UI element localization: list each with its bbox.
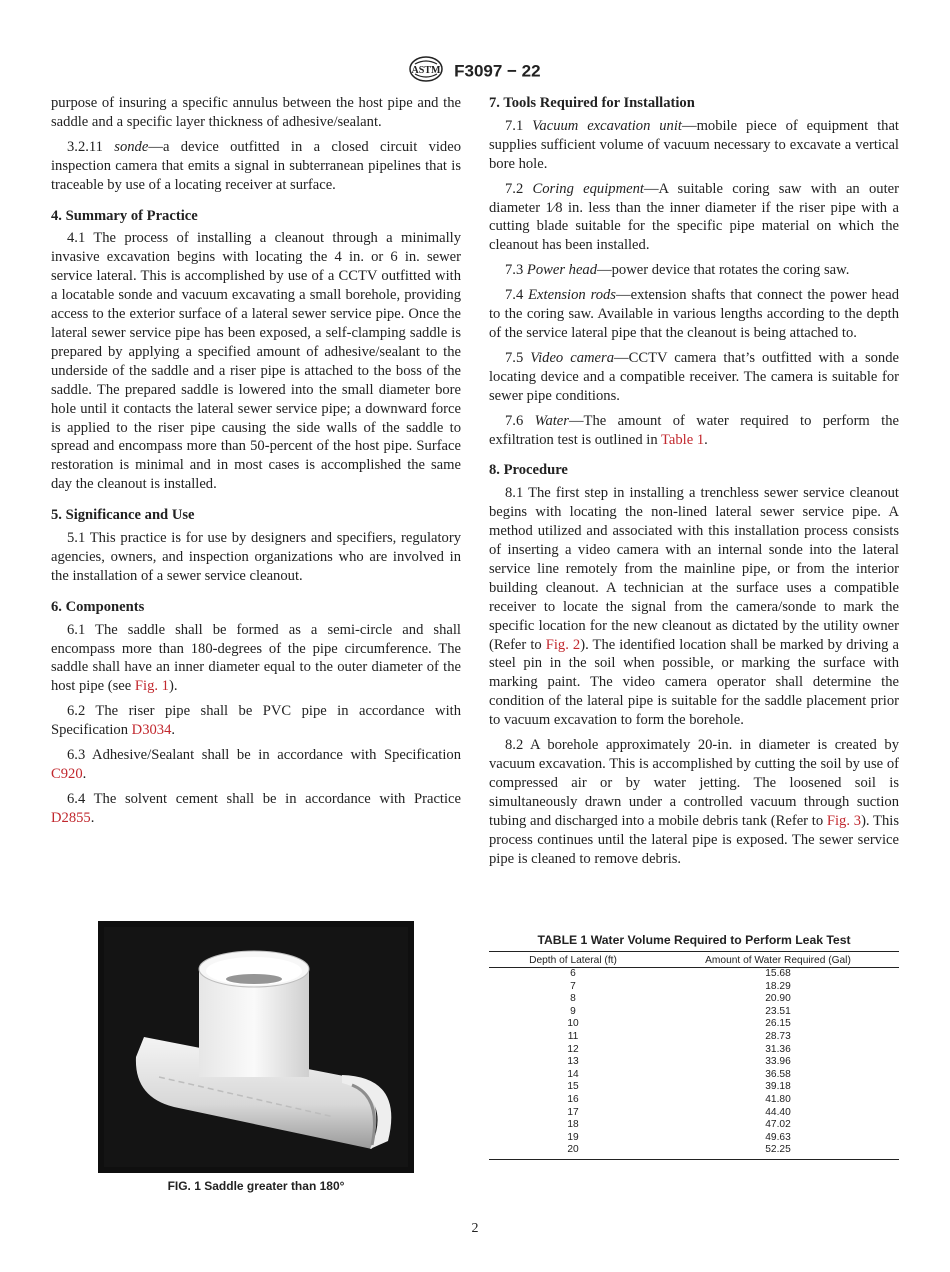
right-column	[489, 94, 899, 874]
section-heading-7: 7. Tools Required for Installation	[489, 95, 695, 111]
link-d3034[interactable]: D3034	[131, 722, 172, 739]
paragraph-8-2: 8.2 A borehole approximately 20-in. in diameter is created by vacuum excavation. This is accomplished by cutting the soil by use of compressed air or by water jetting. The loosened soil is simultaneously drawn under a controlled vacuum through suction tubing and discharged into a mobile debris tank (Refer to Fig. 3). This process continues until the lateral pipe is exposed. The sewer service pipe is cleaned to remove debris.	[489, 737, 899, 867]
section-heading-4: 4. Summary of Practice	[51, 207, 198, 224]
link-fig-1[interactable]: Fig. 1	[134, 678, 169, 695]
table-row: 6 15.68	[570, 968, 791, 979]
table-row: 20 52.25	[489, 1144, 899, 1159]
paragraph-6-2: 6.2 The riser pipe shall be PVC pipe in accordance with Specification D3034.	[51, 703, 461, 739]
table-row: 7 18.29	[570, 980, 791, 992]
table-row: 8 20.90	[570, 993, 791, 1005]
svg-text:ASTM: ASTM	[411, 65, 441, 76]
paragraph-8-1: 8.1 The first step in installing a trenchless sewer service cleanout begins with locating the non-lined lateral sewer service pipe. A method utilized and associated with this installation process consists of inserting a video camera with an internal sonde into the lateral service line remotely from the mainline pipe, or from the interior building cleanout. A technician at the surface uses a compatible receiver to locate the signal from the camera/sonde to mark the specific location for the new cleanout as dictated by the utility owner (Refer to Fig. 2). The identified location shall be marked by driving a steel pin in the soil when possible, or marking the surface with marking paint. The video camera operator shall determine the condition of the lateral pipe is suitable for the saddle placement prior to vacuum excavation to form the borehole.	[489, 485, 899, 729]
figure-1-caption: FIG. 1 Saddle greater than 180°	[167, 1179, 345, 1193]
column-header-water: Amount of Water Required (Gal)	[657, 952, 899, 968]
table-row: 10 26.15	[567, 1018, 791, 1030]
table-row: 12 31.36	[567, 1043, 791, 1055]
paragraph-6-1: 6.1 The saddle shall be formed as a semi-circle and shall encompass more than 180-degrees of the pipe circumference. The saddle shall have an inner diameter equal to the outer diameter of the host pipe (see Fig. 1).	[51, 621, 461, 695]
column-header-depth: Depth of Lateral (ft)	[489, 952, 657, 968]
figure-1-saddle-photo	[98, 921, 414, 1173]
left-column	[51, 94, 461, 834]
astm-logo-icon	[409, 56, 443, 87]
table-row: 17 44.40	[567, 1106, 791, 1118]
section-heading-5: 5. Significance and Use	[51, 507, 195, 524]
document-code: F3097 − 22	[454, 61, 541, 81]
section-heading-8: 8. Procedure	[489, 462, 568, 479]
paragraph-7-2: 7.2 Coring equipment—A suitable coring saw with an outer diameter 1⁄8 in. less than the inner diameter if the riser pipe with a cutting blade suitable for the specific pipe material on which the cleanout has been installed.	[489, 180, 899, 254]
table-row: 15 39.18	[567, 1081, 791, 1093]
paragraph-7-6: 7.6 Water—The amount of water required to perform the exfiltration test is outlined in Table 1.	[489, 412, 899, 448]
table-1-title: TABLE 1 Water Volume Required to Perform Leak Test	[537, 933, 851, 947]
paragraph-5-1: 5.1 This practice is for use by designers and specifiers, regulatory agencies, owners, and inspection organizations who are involved in the installation of a sewer service cleanout.	[51, 530, 461, 584]
table-row: 9 23.51	[570, 1005, 791, 1017]
section-heading-6: 6. Components	[51, 598, 145, 615]
paragraph-7-3: 7.3 Power head—power device that rotates the coring saw.	[505, 262, 850, 279]
paragraph-3-2-11: 3.2.11 sonde—a device outfitted in a closed circuit video inspection camera that emits a signal in subterranean pipelines that is traceable by use of a locating receiver at surface.	[51, 138, 461, 193]
page-header	[0, 56, 950, 87]
paragraph-7-1: 7.1 Vacuum excavation unit—mobile piece of equipment that supplies sufficient volume of vacuum necessary to excavate a vertical bore hole.	[489, 117, 899, 172]
paragraph: purpose of insuring a specific annulus between the host pipe and the saddle and a specific layer thickness of adhesive/sealant.	[51, 95, 461, 130]
table-row: 13 33.96	[567, 1056, 791, 1068]
paragraph-6-4: 6.4 The solvent cement shall be in accordance with Practice D2855.	[51, 790, 461, 826]
term-sonde: sonde	[114, 138, 149, 155]
table-row: 16 41.80	[567, 1093, 791, 1105]
paragraph-6-3: 6.3 Adhesive/Sealant shall be in accordance with Specification C920.	[51, 747, 461, 782]
link-c920[interactable]: C920	[51, 766, 83, 782]
water-volume-table	[489, 951, 899, 1160]
link-table-1[interactable]: Table 1	[661, 431, 705, 448]
paragraph-7-5: 7.5 Video camera—CCTV camera that’s outfitted with a sonde locating device and a compatible receiver. The camera is suitable for sewer pipe conditions.	[489, 349, 900, 404]
table-row: 11 28.73	[567, 1030, 791, 1042]
table-row: 18 47.02	[567, 1119, 791, 1131]
link-d2855[interactable]: D2855	[51, 809, 91, 826]
table-header-row	[489, 952, 899, 968]
table-row: 14 36.58	[567, 1068, 791, 1080]
table-row: 19 49.63	[567, 1131, 791, 1143]
paragraph-7-4: 7.4 Extension rods—extension shafts that connect the power head to the coring saw. Available in various lengths according to the depth of the service lateral pipe that the cleanout is being attached to.	[489, 287, 900, 341]
fraction: 1⁄8	[545, 199, 563, 216]
page-number: 2	[471, 1221, 479, 1236]
saddle-illustration	[104, 927, 408, 1167]
paragraph-4-1: 4.1 The process of installing a cleanout through a minimally invasive excavation begins with locating the 4 in. or 6 in. sewer service lateral. This is accomplished by use of a CCTV outfitted with a locatable sonde and vacuum excavating a small borehole, providing access to the exterior surface of a lateral sewer service pipe. Once the lateral sewer service pipe has been exposed, a self-clamping saddle is prepared by applying a specified amount of adhesive/sealant to the underside of the saddle and a riser pipe is attached to the boss of the saddle. The prepared saddle is lowered into the small diameter bore hole until it contacts the lateral sewer service pipe; a downward force is applied to the riser pipe causing the side walls of the saddle to spread and encompass more than 50-percent of the host pipe. Surface restoration is minimal and in most cases is accomplished the same day the cleanout is installed.	[51, 230, 461, 493]
link-fig-3[interactable]: Fig. 3	[826, 812, 862, 829]
link-fig-2[interactable]: Fig. 2	[545, 636, 581, 653]
